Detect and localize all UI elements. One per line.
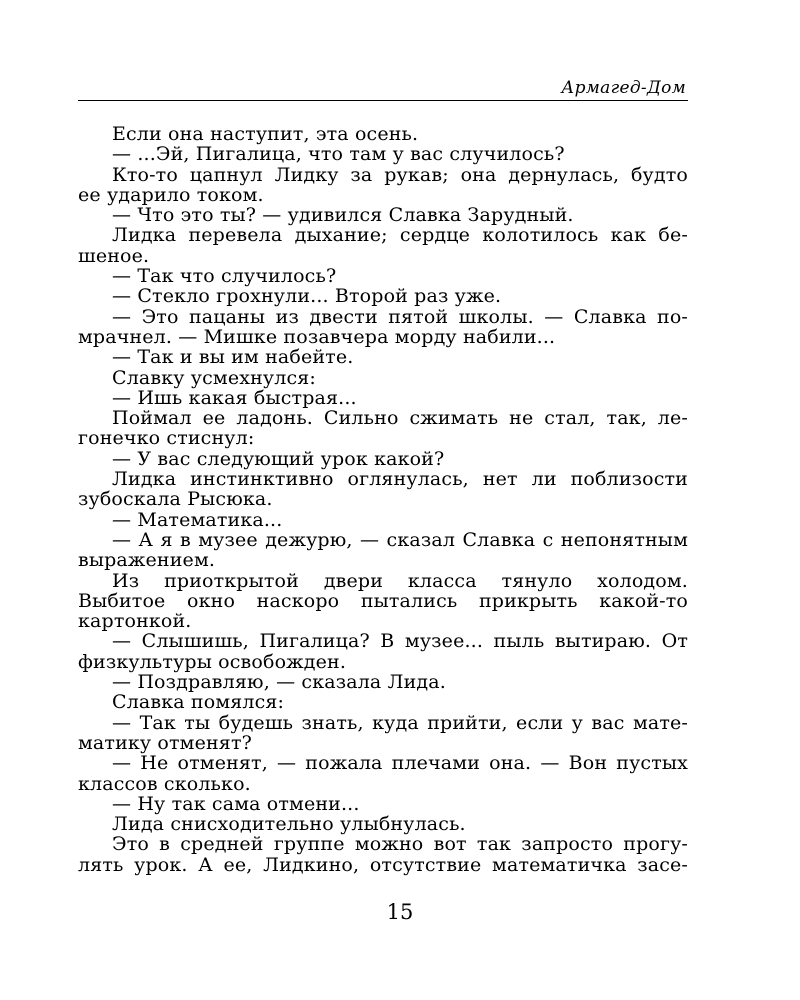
page-number: 15 [386, 900, 414, 924]
text-line: — Так ты будешь знать, куда прийти, если у вас мате- [112, 711, 688, 734]
text-line: — Слышишь, Пигалица? В музее... пыль вытираю. От [112, 630, 688, 653]
text-line: матику отменят? [78, 731, 252, 754]
text-line: Славка помялся: [112, 691, 285, 714]
text-line: Славку усмехнулся: [112, 366, 316, 389]
text-line: Лидка инстинктивно оглянулась, нет ли поблизости [112, 468, 688, 491]
text-line: — Поздравляю, — сказала Лида. [112, 671, 446, 694]
text-line: — Стекло грохнули... Второй раз уже. [112, 285, 502, 308]
running-header-title: Армагед-Дом [561, 78, 686, 98]
text-line: Поймал ее ладонь. Сильно сжимать не стал, так, ле- [112, 407, 688, 430]
text-line: — Не отменят, — пожала плечами она. — Вон пустых [112, 752, 688, 775]
text-line: — Ишь какая быстрая... [112, 386, 357, 409]
text-line: — У вас следующий урок какой? [112, 447, 445, 470]
text-line: классов сколько. [78, 772, 251, 795]
text-line: Выбитое окно наскоро пытались прикрыть какой-то [78, 589, 688, 612]
text-line: Из приоткрытой двери класса тянуло холодом. [112, 569, 688, 592]
text-line: гонечко стиснул: [78, 427, 255, 450]
text-line: зубоскала Рысюка. [78, 488, 273, 511]
text-line: Это в средней группе можно вот так запросто прогу- [112, 833, 688, 856]
text-line: — ...Эй, Пигалица, что там у вас случилось? [112, 143, 565, 166]
text-line: лять урок. А ее, Лидкино, отсутствие математичка засе- [78, 853, 688, 876]
text-line: физкультуры освобожден. [78, 650, 347, 673]
text-line: Если она наступит, эта осень. [112, 123, 419, 145]
text-line: мрачнел. — Мишке позавчера морду набили... [78, 325, 556, 348]
text-line: — Так что случилось? [112, 265, 337, 288]
text-line: Лида снисходительно улыбнулась. [112, 813, 466, 836]
text-line: ее ударило током. [78, 183, 264, 206]
text-line: — Математика... [112, 508, 283, 531]
running-header [78, 74, 688, 101]
text-line: выражением. [78, 549, 216, 572]
text-line: Лидка перевела дыхание; сердце колотилось как бе- [112, 224, 688, 247]
text-line: — Ну так сама отмени... [112, 792, 360, 815]
text-line: — Это пацаны из двести пятой школы. — Славка по- [112, 305, 688, 328]
text-line: — А я в музее дежурю, — сказал Славка с непонятным [112, 528, 688, 551]
text-line: картонкой. [78, 610, 192, 633]
text-line: Кто-то цапнул Лидку за рукав; она дернулась, будто [112, 163, 688, 186]
text-line: — Так и вы им набейте. [112, 346, 354, 369]
text-line: — Что это ты? — удивился Славка Зарудный. [112, 204, 574, 227]
text-line: шеное. [78, 244, 150, 267]
body-text [78, 124, 688, 875]
